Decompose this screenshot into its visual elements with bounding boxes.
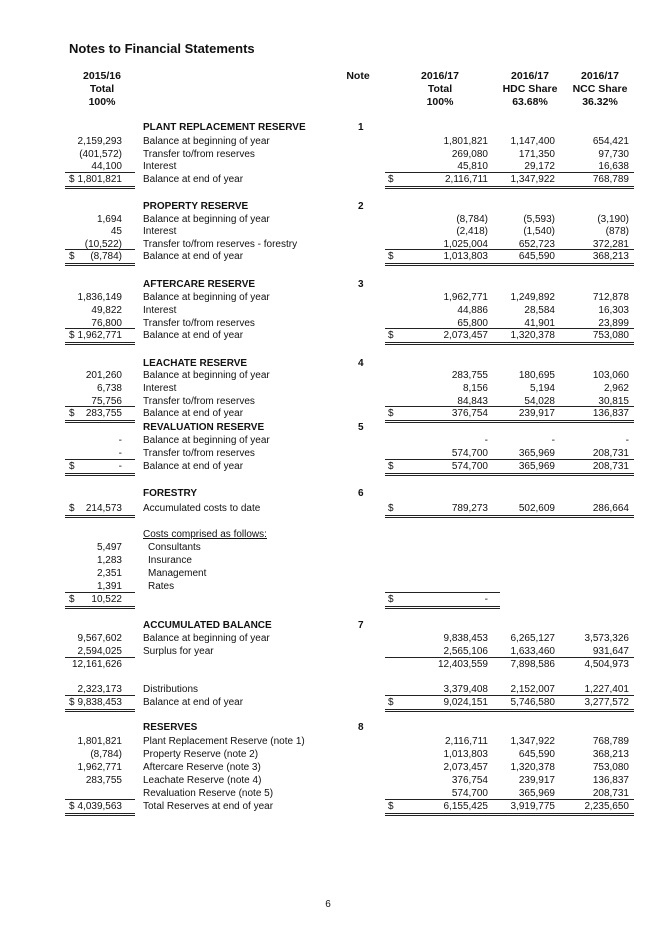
table-row: [0, 528, 656, 541]
total-value: 1,013,803: [443, 749, 488, 760]
column-header-hdc-share: [494, 70, 566, 109]
subtotal-rule: [65, 328, 135, 329]
prior-year-value: 201,260: [85, 370, 122, 381]
row-label: Accumulated costs to date: [143, 503, 261, 514]
subtotal-rule: [65, 657, 135, 658]
header-line: 2015/16: [83, 70, 121, 82]
row-label: Interest: [143, 161, 177, 172]
currency-symbol: $: [388, 251, 394, 262]
hdc-share-value: 180,695: [518, 370, 555, 381]
row-label: Balance at end of year: [143, 461, 244, 472]
section-heading-row: [0, 278, 656, 291]
prior-year-value: 76,800: [91, 318, 122, 329]
prior-year-value: 283,755: [85, 408, 122, 419]
note-number: 4: [358, 358, 364, 369]
row-label: Transfer to/from reserves: [143, 448, 255, 459]
subtotal-rule: [385, 459, 634, 460]
row-label: Consultants: [148, 542, 201, 553]
column-header-prior-total: [72, 70, 132, 109]
row-label: REVALUATION RESERVE: [143, 422, 265, 433]
total-value: 2,116,711: [444, 174, 488, 185]
row-label: AFTERCARE RESERVE: [143, 279, 256, 290]
prior-year-value: 1,836,149: [77, 292, 122, 303]
prior-year-value: (8,784): [90, 749, 122, 760]
row-label: Property Reserve (note 2): [143, 749, 259, 760]
subtotal-rule: [65, 406, 135, 407]
currency-symbol: $: [69, 174, 75, 185]
row-label: LEACHATE RESERVE: [143, 358, 248, 369]
currency-symbol: $: [69, 801, 75, 812]
currency-symbol: $: [69, 408, 75, 419]
row-label: Balance at end of year: [143, 697, 244, 708]
total-double-rule: [65, 813, 135, 816]
currency-symbol: $: [388, 503, 394, 514]
total-value: (8,784): [456, 214, 488, 225]
total-double-rule: [385, 186, 634, 189]
total-double-rule: [65, 606, 135, 609]
total-value: -: [484, 594, 488, 605]
total-value: 1,013,803: [443, 251, 488, 262]
table-row: [0, 329, 656, 342]
table-row: [0, 748, 656, 761]
subtotal-rule: [385, 592, 500, 593]
row-label: Balance at beginning of year: [143, 633, 270, 644]
total-double-rule: [385, 263, 634, 266]
ncc-share-value: 768,789: [592, 736, 629, 747]
hdc-share-value: 41,901: [524, 318, 555, 329]
ncc-share-value: 16,303: [598, 305, 629, 316]
ncc-share-value: 16,638: [598, 161, 629, 172]
table-row: [0, 632, 656, 645]
prior-year-value: (8,784): [90, 251, 122, 262]
page-number: 6: [325, 899, 331, 910]
prior-year-value: 283,755: [85, 775, 122, 786]
hdc-share-value: 652,723: [518, 239, 555, 250]
hdc-share-value: (1,540): [523, 226, 555, 237]
hdc-share-value: 1,249,892: [510, 292, 555, 303]
row-label: Balance at beginning of year: [143, 136, 270, 147]
prior-year-value: 4,039,563: [77, 801, 122, 812]
note-number: 2: [358, 201, 364, 212]
row-label: Insurance: [148, 555, 192, 566]
total-double-rule: [385, 342, 634, 345]
subtotal-rule: [385, 657, 634, 658]
section-heading-row: [0, 121, 656, 134]
header-line: Total: [427, 83, 453, 95]
table-row: [0, 567, 656, 580]
currency-symbol: $: [69, 697, 75, 708]
section-heading-row: [0, 721, 656, 734]
prior-year-value: 1,962,771: [77, 330, 122, 341]
subtotal-rule: [65, 695, 135, 696]
row-label: Interest: [143, 383, 177, 394]
hdc-share-value: 502,609: [518, 503, 555, 514]
prior-year-value: -: [118, 435, 122, 446]
hdc-share-value: 171,350: [518, 149, 555, 160]
row-label: Costs comprised as follows:: [143, 529, 267, 540]
table-row: [0, 135, 656, 148]
prior-year-value: 1,283: [96, 555, 122, 566]
total-value: 44,886: [457, 305, 488, 316]
row-label: Transfer to/from reserves - forestry: [143, 239, 298, 250]
row-label: Plant Replacement Reserve (note 1): [143, 736, 305, 747]
subtotal-rule: [65, 592, 135, 593]
hdc-share-value: 1,320,378: [510, 330, 555, 341]
prior-year-value: 75,756: [91, 396, 122, 407]
prior-year-value: (10,522): [84, 239, 122, 250]
note-number: 6: [358, 488, 364, 499]
hdc-share-value: 1,633,460: [510, 646, 555, 657]
hdc-share-value: 2,152,007: [510, 684, 555, 695]
table-row: [0, 291, 656, 304]
table-row: [0, 369, 656, 382]
hdc-share-value: 645,590: [518, 251, 555, 262]
page-title: Notes to Financial Statements: [69, 41, 255, 56]
row-label: FORESTRY: [143, 488, 198, 499]
ncc-share-value: 368,213: [592, 749, 629, 760]
table-row: [0, 434, 656, 447]
total-value: 2,565,106: [443, 646, 488, 657]
row-label: Balance at beginning of year: [143, 292, 270, 303]
prior-year-value: 2,594,025: [77, 646, 122, 657]
total-double-rule: [65, 420, 135, 423]
column-header-ncc-share: [567, 70, 633, 109]
table-row: [0, 250, 656, 263]
note-number: 1: [358, 122, 364, 133]
row-label: Balance at end of year: [143, 408, 244, 419]
ncc-share-value: 136,837: [592, 408, 629, 419]
total-value: 65,800: [457, 318, 488, 329]
total-value: 1,025,004: [443, 239, 488, 250]
total-value: 2,116,711: [444, 736, 488, 747]
currency-symbol: $: [388, 697, 394, 708]
ncc-share-value: 30,815: [598, 396, 629, 407]
prior-year-value: 214,573: [85, 503, 122, 514]
section-heading-row: [0, 487, 656, 500]
total-double-rule: [385, 813, 634, 816]
header-line: 2016/17: [581, 70, 619, 82]
total-value: 45,810: [457, 161, 488, 172]
ncc-share-value: 23,899: [598, 318, 629, 329]
hdc-share-value: 239,917: [518, 775, 555, 786]
ncc-share-value: 753,080: [592, 330, 629, 341]
row-label: Aftercare Reserve (note 3): [143, 762, 261, 773]
row-label: Balance at beginning of year: [143, 370, 270, 381]
subtotal-rule: [65, 172, 135, 173]
hdc-share-value: 5,194: [529, 383, 555, 394]
total-value: 9,838,453: [443, 633, 488, 644]
prior-year-value: 1,962,771: [77, 762, 122, 773]
ncc-share-value: -: [625, 435, 629, 446]
currency-symbol: $: [388, 330, 394, 341]
ncc-share-value: 712,878: [592, 292, 629, 303]
total-double-rule: [65, 709, 135, 712]
total-value: 574,700: [451, 788, 488, 799]
currency-symbol: $: [69, 594, 75, 605]
ncc-share-value: 768,789: [592, 174, 629, 185]
prior-year-value: 2,159,293: [77, 136, 122, 147]
subtotal-rule: [385, 406, 634, 407]
row-label: Balance at end of year: [143, 174, 244, 185]
total-value: 789,273: [451, 503, 488, 514]
hdc-share-value: -: [551, 435, 555, 446]
ncc-share-value: (3,190): [597, 214, 629, 225]
prior-year-value: 10,522: [91, 594, 122, 605]
total-value: (2,418): [456, 226, 488, 237]
hdc-share-value: 1,320,378: [510, 762, 555, 773]
table-row: [0, 304, 656, 317]
currency-symbol: $: [69, 330, 75, 341]
prior-year-value: 45: [110, 226, 122, 237]
total-value: 8,156: [462, 383, 488, 394]
table-row: [0, 460, 656, 473]
table-row: [0, 593, 656, 606]
note-number: 5: [358, 422, 364, 433]
total-value: 283,755: [451, 370, 488, 381]
table-row: [0, 658, 656, 671]
currency-symbol: $: [388, 174, 394, 185]
row-label: Rates: [148, 581, 175, 592]
note-number: 7: [358, 620, 364, 631]
row-label: Distributions: [143, 684, 199, 695]
ncc-share-value: 286,664: [592, 503, 629, 514]
currency-symbol: $: [388, 461, 394, 472]
total-value: 6,155,425: [443, 801, 488, 812]
column-header-total: [408, 70, 472, 109]
total-value: 574,700: [451, 448, 488, 459]
ncc-share-value: 1,227,401: [584, 684, 629, 695]
total-value: 1,801,821: [443, 136, 488, 147]
ncc-share-value: 4,504,973: [584, 659, 629, 670]
ncc-share-value: 208,731: [592, 448, 629, 459]
section-heading-row: [0, 200, 656, 213]
row-label: Management: [148, 568, 207, 579]
header-line: Total: [89, 83, 115, 95]
note-number: 3: [358, 279, 364, 290]
currency-symbol: $: [388, 408, 394, 419]
currency-symbol: $: [388, 801, 394, 812]
row-label: RESERVES: [143, 722, 198, 733]
ncc-share-value: 368,213: [592, 251, 629, 262]
prior-year-value: 6,738: [96, 383, 122, 394]
total-value: 1,962,771: [443, 292, 488, 303]
hdc-share-value: (5,593): [523, 214, 555, 225]
table-row: [0, 696, 656, 709]
prior-year-value: (401,572): [79, 149, 122, 160]
ncc-share-value: 208,731: [592, 461, 629, 472]
subtotal-rule: [65, 249, 135, 250]
table-row: [0, 225, 656, 238]
hdc-share-value: 239,917: [518, 408, 555, 419]
header-line: 2016/17: [511, 70, 549, 82]
table-row: [0, 800, 656, 813]
total-value: 376,754: [451, 775, 488, 786]
ncc-share-value: 208,731: [592, 788, 629, 799]
hdc-share-value: 365,969: [518, 461, 555, 472]
total-value: 9,024,151: [443, 697, 488, 708]
currency-symbol: $: [388, 594, 394, 605]
ncc-share-value: 136,837: [592, 775, 629, 786]
row-label: PLANT REPLACEMENT RESERVE: [143, 122, 306, 133]
hdc-share-value: 365,969: [518, 788, 555, 799]
total-double-rule: [385, 515, 634, 518]
currency-symbol: $: [69, 503, 75, 514]
row-label: ACCUMULATED BALANCE: [143, 620, 272, 631]
ncc-share-value: 3,573,326: [584, 633, 629, 644]
row-label: Balance at end of year: [143, 251, 244, 262]
note-number: 8: [358, 722, 364, 733]
total-double-rule: [385, 473, 634, 476]
row-label: Balance at end of year: [143, 330, 244, 341]
total-value: -: [484, 435, 488, 446]
hdc-share-value: 6,265,127: [510, 633, 555, 644]
row-label: Total Reserves at end of year: [143, 801, 274, 812]
ncc-share-value: 753,080: [592, 762, 629, 773]
prior-year-value: 9,838,453: [77, 697, 122, 708]
ncc-share-value: 654,421: [592, 136, 629, 147]
header-line: HDC Share: [502, 83, 558, 95]
table-row: [0, 502, 656, 515]
prior-year-value: 44,100: [91, 161, 122, 172]
total-double-rule: [65, 473, 135, 476]
prior-year-value: 9,567,602: [77, 633, 122, 644]
row-label: Balance at beginning of year: [143, 214, 270, 225]
ncc-share-value: 931,647: [592, 646, 629, 657]
header-line: 2016/17: [421, 70, 459, 82]
hdc-share-value: 1,347,922: [510, 174, 555, 185]
prior-year-value: 1,694: [96, 214, 122, 225]
table-row: [0, 173, 656, 186]
subtotal-rule: [385, 695, 634, 696]
ncc-share-value: 3,277,572: [584, 697, 629, 708]
ncc-share-value: 2,235,650: [584, 801, 629, 812]
total-value: 84,843: [457, 396, 488, 407]
hdc-share-value: 645,590: [518, 749, 555, 760]
hdc-share-value: 7,898,586: [510, 659, 555, 670]
row-label: Revaluation Reserve (note 5): [143, 788, 274, 799]
header-line: 100%: [426, 96, 454, 108]
hdc-share-value: 29,172: [524, 161, 555, 172]
prior-year-value: 12,161,626: [71, 659, 122, 670]
currency-symbol: $: [69, 251, 75, 262]
subtotal-rule: [385, 172, 634, 173]
prior-year-value: 1,801,821: [77, 174, 122, 185]
total-value: 376,754: [451, 408, 488, 419]
total-value: 269,080: [451, 149, 488, 160]
table-row: [0, 774, 656, 787]
total-value: 2,073,457: [443, 762, 488, 773]
subtotal-rule: [65, 799, 135, 800]
prior-year-value: 1,801,821: [77, 736, 122, 747]
total-double-rule: [65, 263, 135, 266]
prior-year-value: 2,323,173: [77, 684, 122, 695]
ncc-share-value: 97,730: [598, 149, 629, 160]
total-value: 3,379,408: [443, 684, 488, 695]
table-row: [0, 541, 656, 554]
prior-year-value: -: [118, 448, 122, 459]
header-line: 63.68%: [512, 96, 548, 108]
header-line: NCC Share: [572, 83, 628, 95]
total-value: 2,073,457: [443, 330, 488, 341]
column-header-note: Note: [346, 70, 370, 82]
row-label: Transfer to/from reserves: [143, 149, 255, 160]
section-heading-row: [0, 619, 656, 632]
subtotal-rule: [385, 799, 634, 800]
prior-year-value: 49,822: [91, 305, 122, 316]
ncc-share-value: 2,962: [603, 383, 629, 394]
total-double-rule: [385, 606, 500, 609]
hdc-share-value: 5,746,580: [510, 697, 555, 708]
row-label: Transfer to/from reserves: [143, 396, 255, 407]
hdc-share-value: 28,584: [524, 305, 555, 316]
header-line: 36.32%: [582, 96, 618, 108]
hdc-share-value: 3,919,775: [510, 801, 555, 812]
prior-year-value: -: [118, 461, 122, 472]
hdc-share-value: 1,147,400: [510, 136, 555, 147]
table-row: [0, 382, 656, 395]
table-row: [0, 735, 656, 748]
prior-year-value: 2,351: [96, 568, 122, 579]
table-row: [0, 554, 656, 567]
prior-year-value: 1,391: [96, 581, 122, 592]
hdc-share-value: 54,028: [524, 396, 555, 407]
prior-year-value: 5,497: [96, 542, 122, 553]
ncc-share-value: 372,281: [592, 239, 629, 250]
row-label: Transfer to/from reserves: [143, 318, 255, 329]
total-double-rule: [65, 515, 135, 518]
hdc-share-value: 365,969: [518, 448, 555, 459]
hdc-share-value: 1,347,922: [510, 736, 555, 747]
row-label: PROPERTY RESERVE: [143, 201, 249, 212]
total-double-rule: [65, 342, 135, 345]
table-row: [0, 761, 656, 774]
subtotal-rule: [385, 328, 634, 329]
subtotal-rule: [65, 459, 135, 460]
ncc-share-value: (878): [605, 226, 629, 237]
total-value: 574,700: [451, 461, 488, 472]
header-line: 100%: [88, 96, 116, 108]
total-double-rule: [65, 186, 135, 189]
total-double-rule: [385, 709, 634, 712]
row-label: Interest: [143, 305, 177, 316]
row-label: Surplus for year: [143, 646, 214, 657]
row-label: Interest: [143, 226, 177, 237]
total-double-rule: [385, 420, 634, 423]
subtotal-rule: [385, 249, 634, 250]
ncc-share-value: 103,060: [592, 370, 629, 381]
table-row: [0, 407, 656, 420]
currency-symbol: $: [69, 461, 75, 472]
row-label: Leachate Reserve (note 4): [143, 775, 262, 786]
row-label: Balance at beginning of year: [143, 435, 270, 446]
total-value: 12,403,559: [437, 659, 488, 670]
